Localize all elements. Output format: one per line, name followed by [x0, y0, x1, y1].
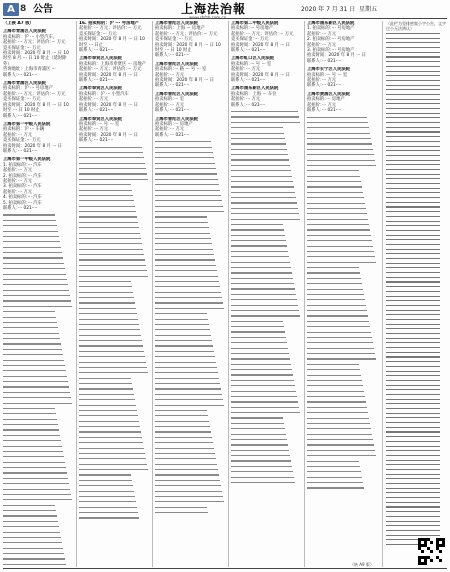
court-notice [307, 67, 377, 89]
notice-title: （上接 A7 版） [3, 21, 34, 26]
court-notice [79, 56, 149, 83]
notice-body: 拍卖标的：上海市奉贤区 ··· 房地产 起拍价：··· 万元；评估价：··· 万元 拍卖时间：2020 年 8 月 ··· 日 联系人：··· 021-··· [79, 61, 146, 84]
dense-text-lines [231, 111, 301, 483]
notice-column [307, 21, 377, 567]
court-notice [79, 117, 149, 144]
notice-body: 拍卖标的：沪 ··· 号房地产 起拍价：··· 万元；评估价：··· 万元 竞买保证金：··· 万元 拍卖时间：2020 年 8 月 ··· 日 10 时至 ··· 日 10 时止 联系人：··· 021-··· [3, 86, 69, 119]
notice-body: 1. 拍卖标的：··· 汽车 起拍价：··· 万元 2. 拍卖标的：··· 汽车 起拍价：··· 万元 3. 拍卖标的：··· 汽车 起拍价：··· 万元 4. 拍卖标的：··· 汽车 5. 拍卖标的：··· 汽车 联系人：··· 021-··· [3, 162, 42, 211]
notice-title: 上海市普陀区人民法院 [155, 61, 198, 67]
notice-body: 拍卖标的：··· 房地产 起拍价：··· 万元 联系人：··· 021-··· [155, 121, 193, 138]
notice-title: 上海市长宁区人民法院 [307, 67, 350, 73]
masthead-logo: 上海法治報 [181, 2, 247, 16]
notice-body: 拍卖标的：··· 号房地产 起拍价：··· 万元；评估价：··· 万元 竞买保证金：··· 万元 拍卖时间：2020 年 8 月 ··· 日 联系人：··· 021-··· [231, 26, 294, 54]
notice-title: 上海市第一中级人民法院 [3, 121, 51, 127]
notice-body: 起拍价：··· 万元；评估价：··· 万元 竞买保证金：··· 万元 拍卖时间：2020 年 8 月 ··· 日 10 时至 ··· 日止 联系人：··· 021-··· [79, 26, 145, 54]
notice-body: 拍卖标的：上海 ··· 房地产 起拍价：··· 万元；评估价：··· 万元 竞买保证金：··· 万元 拍卖时间：2020 年 8 月 ··· 日 10 时至 ··· 日 10 时止 联系人：··· 021-··· [155, 26, 221, 59]
notice-column [231, 21, 301, 567]
header-rule [3, 18, 447, 19]
court-notice [79, 21, 149, 53]
issue-date: 2020 年 7 月 31 日 [301, 6, 356, 13]
notice-body: 拍卖标的：··· 房地产 起拍价：··· 万元 联系人：··· 021-··· [307, 97, 345, 114]
court-notice [3, 81, 73, 119]
column-divider [304, 21, 305, 567]
notice-body: 拍卖标的：··· 路 ··· 号 ··· 室 起拍价：··· 万元 拍卖时间：2020 年 8 月 ··· 日 联系人：··· 021-··· [155, 67, 214, 89]
notice-title: 上海市普陀区人民法院 [155, 91, 198, 97]
court-notice [79, 86, 149, 113]
notice-title: 上海市奉贤区人民法院 [79, 56, 122, 62]
court-notice [155, 21, 225, 59]
notice-title: 上海市虹口区人民法院 [231, 56, 274, 62]
notice-body: 拍卖标的：沪 ··· 小型汽车。 起拍价：··· 万元；评估价：··· 万元 竞买保证金：··· 万元 拍卖时间：2020 年 8 月 ··· 日 10 时至 8 月 ··· 日 10 时止（延时除外） 咨询地址：上海市青浦区 ··· 联系人：··· 021-··· [3, 34, 69, 78]
dense-text-lines [3, 214, 73, 567]
court-notice [3, 29, 73, 78]
court-notice [307, 21, 377, 64]
page-header [3, 3, 447, 17]
notice-columns [3, 21, 378, 567]
dense-text-lines [155, 141, 225, 513]
notice-title: 上海市普陀区人民法院 [155, 21, 198, 26]
court-notice [231, 56, 301, 83]
notice-title: 上海市第二中级人民法院 [231, 21, 279, 26]
court-notice [3, 21, 73, 26]
notice-body: 拍卖标的：沪 ··· 小型汽车 起拍价：··· 万元 拍卖时间：2020 年 8 月 ··· 日 联系人：··· 021-··· [79, 91, 138, 114]
footer-rule [3, 568, 447, 569]
court-notice [3, 122, 73, 154]
court-notice [3, 157, 73, 211]
notice-body: 拍卖标的：··· 室 起拍价：··· 万元 联系人：··· 021-··· [155, 97, 190, 114]
notice-title: 上海市浦东新区人民法院 [231, 86, 279, 92]
court-notice [155, 92, 225, 114]
notice-title: 上海市奉贤区人民法院 [79, 86, 122, 92]
notice-column [155, 21, 225, 567]
notice-title: 上海市青浦区人民法院 [3, 81, 46, 87]
notice-title: 16. 拍卖标的：沪 ··· 号房地产 [79, 21, 139, 26]
dense-text-lines [79, 147, 149, 519]
page-number: 8 [20, 4, 27, 14]
column-divider [228, 21, 229, 567]
notice-body: 拍卖标的：上海 ··· 车位 起拍价：··· 万元 联系人：··· 021-··· [231, 91, 277, 108]
column-divider [382, 21, 383, 567]
notice-title: 上海市普陀区人民法院 [155, 116, 198, 122]
right-column-lines [386, 33, 447, 545]
notice-body: 1. 拍卖标的：··· 号房地产 起拍价：··· 万元 2. 拍卖标的：··· 号房地产 起拍价：··· 万元 3. 拍卖标的：··· 号房地产 拍卖时间：2020 年 8 月 ··· 日 联系人：··· 021-··· [307, 26, 366, 64]
notice-title: 上海市奉贤区人民法院 [79, 116, 122, 122]
notice-title: 上海市黄浦区人民法院 [307, 91, 350, 97]
dense-text-lines [307, 117, 377, 489]
notice-body: 拍卖标的：··· 号 ··· 室 起拍价：··· 万元 联系人：··· 021-··· [307, 72, 348, 89]
issue-weekday: 星期五 [359, 6, 378, 13]
page-badge: A [3, 3, 19, 16]
right-dense-column [386, 21, 447, 567]
notice-body: 拍卖标的：··· 号 ··· 室 起拍价：··· 万元 拍卖时间：2020 年 8 月 ··· 日 联系人：··· 021-··· [231, 61, 290, 84]
continued-note: （转 A9 版） [350, 562, 374, 567]
notice-title: 上海市浦东新区人民法院 [307, 21, 355, 26]
notice-body: 拍卖标的：沪 ··· 车辆 起拍价：··· 万元 竞买保证金：··· 万元 拍卖时间：2020 年 8 月 ··· 日 联系人：··· 021-··· [3, 127, 62, 154]
notice-column [79, 21, 149, 567]
right-column-text: （此栏为竖排密集小字公告，文字过小无法辨认） [386, 21, 446, 31]
court-notice [231, 86, 301, 108]
column-divider [76, 21, 77, 567]
section-title: 公告 [33, 4, 53, 15]
court-notice [155, 117, 225, 139]
court-notice [307, 92, 377, 114]
court-notice [231, 21, 301, 53]
notice-title: 上海市青浦区人民法院 [3, 29, 46, 35]
court-notice [155, 62, 225, 89]
notice-column [3, 21, 73, 567]
notice-title: 上海市第一中级人民法院 [3, 157, 51, 163]
column-divider [152, 21, 153, 567]
notice-body: 拍卖标的：··· 号 ··· 室 起拍价：··· 万元 拍卖时间：2020 年 8 月 ··· 日 联系人：··· 021-··· [79, 121, 138, 144]
qr-code [418, 538, 445, 565]
